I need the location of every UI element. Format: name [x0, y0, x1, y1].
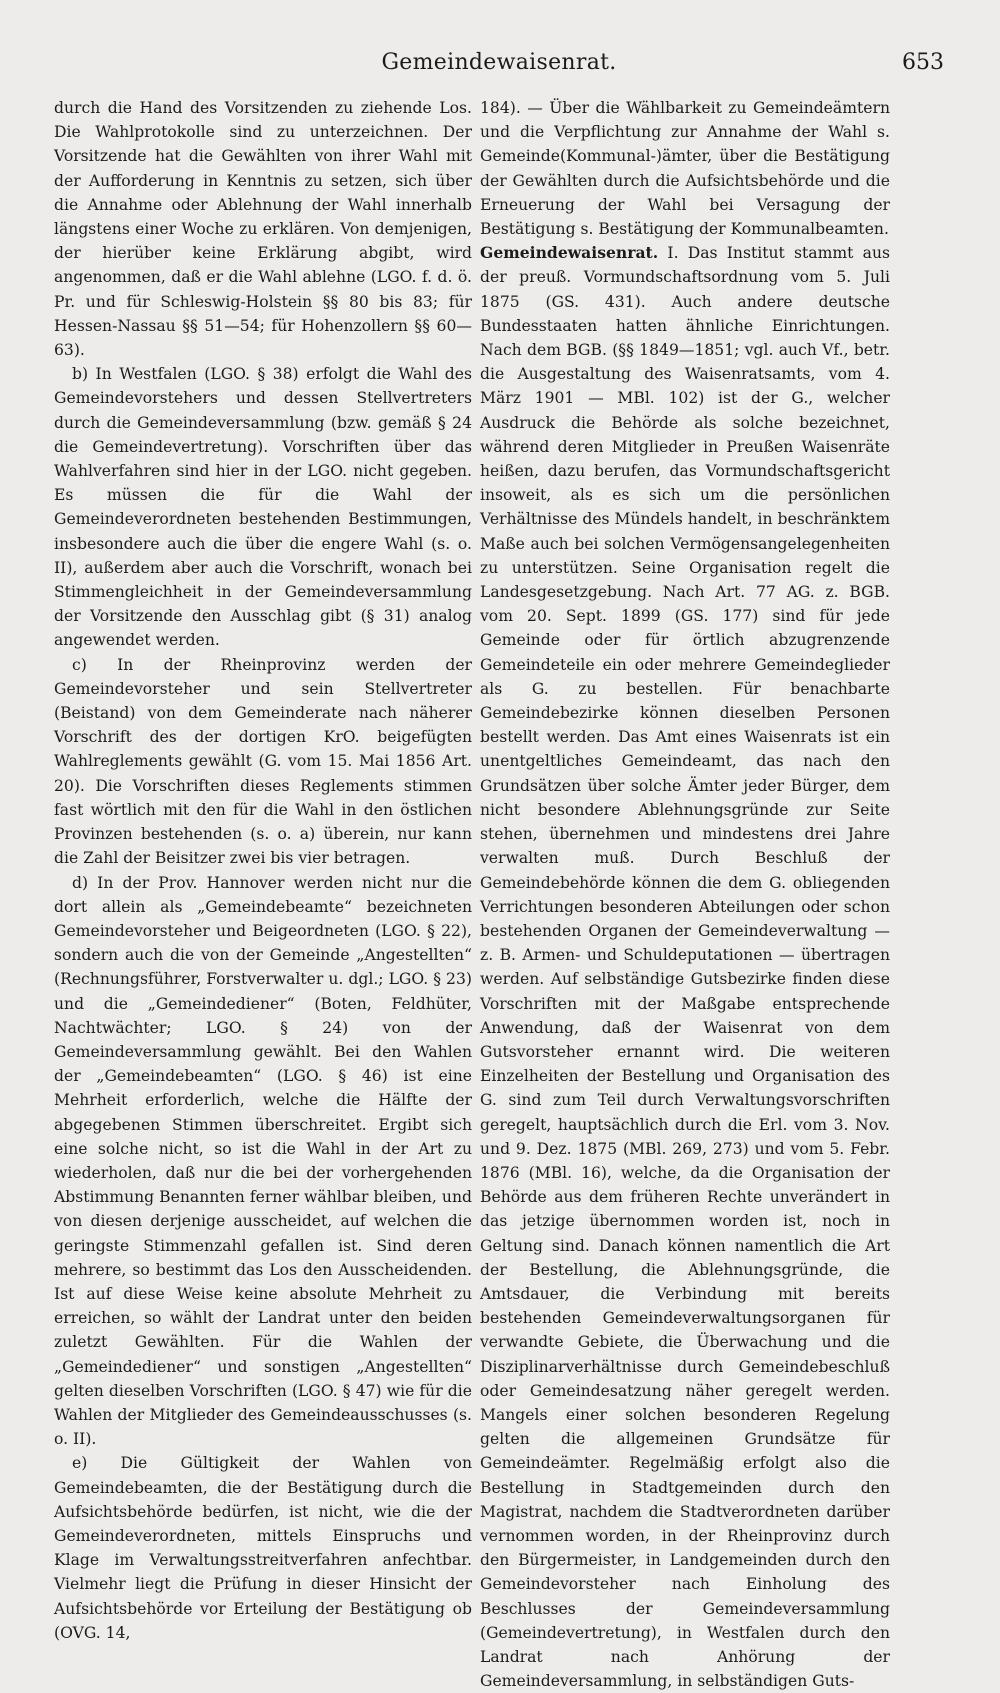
paragraph: c) In der Rheinprovinz werden der Gemeindevorsteher und sein Stellvertreter (Beistand) von dem Gemeinderate nach näherer Vorschrift des der dortigen KrO. beigefügten Wahlreglements gewählt (G. vom 15. Mai 1856 Art. 20). Die Vorschriften dieses Reglements stimmen fast wörtlich mit den für die Wahl in den östlichen Provinzen bestehenden (s. o. a) überein, nur kann die Zahl der Beisitzer zwei bis vier betragen.: [54, 655, 472, 868]
paragraph: 184). — Über die Wählbarkeit zu Gemeindeämtern und die Verpflichtung zur Annahme der Wahl s. Gemeinde(Kommunal-)ämter, über die Bestätigung der Gewählten durch die Aufsichtsbehörde und die Erneuerung der Wahl bei Versagung der Bestätigung s. Bestätigung der Kommunalbeamten.: [480, 99, 890, 239]
entry-paragraph: [480, 241, 890, 1693]
right-column: [480, 96, 890, 1693]
entry-headword: Gemeindewaisenrat.: [480, 243, 659, 263]
paragraph: e) Die Gültigkeit der Wahlen von Gemeindebeamten, die der Bestätigung durch die Aufsichtsbehörde bedürfen, ist nicht, wie die der Gemeindeverordneten, mittels Einspruchs und Klage im Verwaltungsstreitverfahren anfechtbar. Vielmehr liegt die Prüfung in dieser Hinsicht der Aufsichtsbehörde vor Erteilung der Bestätigung ob (OVG. 14,: [54, 1454, 472, 1642]
paragraph: b) In Westfalen (LGO. § 38) erfolgt die Wahl des Gemeindevorstehers und dessen Stellvertreters durch die Gemeindeversammlung (bzw. gemäß § 24 die Gemeindevertretung). Vorschriften über das Wahlverfahren sind hier in der LGO. nicht gegeben. Es müssen die für die Wahl der Gemeindeverordneten bestehenden Bestimmungen, insbesondere auch die über die engere Wahl (s. o. II), außerdem aber auch die Vorschrift, wonach bei Stimmengleichheit in der Gemeindeversammlung der Vorsitzende den Ausschlag gibt (§ 31) analog angewendet werden.: [54, 365, 472, 650]
paragraph: durch die Hand des Vorsitzenden zu ziehende Los. Die Wahlprotokolle sind zu unterzeichnen. Der Vorsitzende hat die Gewählten von ihrer Wahl mit der Aufforderung in Kenntnis zu setzen, sich über die Annahme oder Ablehnung der Wahl innerhalb längstens einer Woche zu erklären. Von demjenigen, der hierüber keine Erklärung abgibt, wird angenommen, daß er die Wahl ablehne (LGO. f. d. ö. Pr. und für Schleswig-Holstein §§ 80 bis 83; für Hessen-Nassau §§ 51—54; für Hohenzollern §§ 60—63).: [54, 99, 472, 360]
page-number: 653: [902, 50, 944, 75]
left-column: [54, 96, 472, 1645]
page-header: [54, 44, 944, 80]
running-head: Gemeindewaisenrat.: [381, 50, 617, 75]
entry-text: I. Das Institut stammt aus der preuß. Vormundschaftsordnung vom 5. Juli 1875 (GS. 431). Auch andere deutsche Bundesstaaten hatten ähnliche Einrichtungen. Nach dem BGB. (§§ 1849—1851; vgl. auch Vf., betr. die Ausgestaltung des Waisenratsamts, vom 4. März 1901 — MBl. 102) ist der G., welcher Ausdruck die Behörde als solche bezeichnet, während deren Mitglieder in Preußen Waisenräte heißen, dazu berufen, das Vormundschaftsgericht insoweit, als es sich um die persönlichen Verhältnisse des Mündels handelt, in beschränktem Maße auch bei solchen Vermögensangelegenheiten zu unterstützen. Seine Organisation regelt die Landesgesetzgebung. Nach Art. 77 AG. z. BGB. vom 20. Sept. 1899 (GS. 177) sind für jede Gemeinde oder für örtlich abzugrenzende Gemeindeteile ein oder mehrere Gemeindeglieder als G. zu bestellen. Für benachbarte Gemeindebezirke können dieselben Personen bestellt werden. Das Amt eines Waisenrats ist ein unentgeltliches Gemeindeamt, das nach den Grundsätzen über solche Ämter jeder Bürger, dem nicht besondere Ablehnungsgründe zur Seite stehen, übernehmen und mindestens drei Jahre verwalten muß. Durch Beschluß der Gemeindebehörde können die dem G. obliegenden Verrichtungen besonderen Abteilungen oder schon bestehenden Organen der Gemeindeverwaltung — z. B. Armen- und Schuldeputationen — übertragen werden. Auf selbständige Gutsbezirke finden diese Vorschriften mit der Maßgabe entsprechende Anwendung, daß der Waisenrat von dem Gutsvorsteher ernannt wird. Die weiteren Einzelheiten der Bestellung und Organisation des G. sind zum Teil durch Verwaltungsvorschriften geregelt, hauptsächlich durch die Erl. vom 3. Nov. und 9. Dez. 1875 (MBl. 269, 273) und vom 5. Febr. 1876 (MBl. 16), welche, da die Organisation der Behörde aus dem früheren Rechte unverändert in das jetzige übernommen worden ist, noch in Geltung sind. Danach können namentlich die Art der Bestellung, die Ablehnungsgründe, die Amtsdauer, die Verbindung mit bereits bestehenden Gemeindeverwaltungsorganen für verwandte Gebiete, die Überwachung und die Disziplinarverhältnisse durch Gemeindebeschluß oder Gemeindesatzung näher geregelt werden. Mangels einer solchen besonderen Regelung gelten die allgemeinen Grundsätze für Gemeindeämter. Regelmäßig erfolgt also die Bestellung in Stadtgemeinden durch den Magistrat, nachdem die Stadtverordneten darüber vernommen worden, in der Rheinprovinz durch den Bürgermeister, in Landgemeinden durch den Gemeindevorsteher nach Einholung des Beschlusses der Gemeindeversammlung (Gemeindevertretung), in Westfalen durch den Landrat nach Anhörung der Gemeindeversammlung, in selbständigen Guts-: [480, 244, 890, 1691]
paragraph: d) In der Prov. Hannover werden nicht nur die dort allein als „Gemeindebeamte“ bezeichneten Gemeindevorsteher und Beigeordneten (LGO. § 22), sondern auch die von der Gemeinde „Angestellten“ (Rechnungsführer, Forstverwalter u. dgl.; LGO. § 23) und die „Gemeindediener“ (Boten, Feldhüter, Nachtwächter; LGO. § 24) von der Gemeindeversammlung gewählt. Bei den Wahlen der „Gemeindebeamten“ (LGO. § 46) ist eine Mehrheit erforderlich, welche die Hälfte der abgegebenen Stimmen überschreitet. Ergibt sich eine solche nicht, so ist die Wahl in der Art zu wiederholen, daß nur die bei der vorhergehenden Abstimmung Benannten ferner wählbar bleiben, und von diesen derjenige ausscheidet, auf welchen die geringste Stimmenzahl gefallen ist. Sind deren mehrere, so bestimmt das Los den Ausscheidenden. Ist auf diese Weise keine absolute Mehrheit zu erreichen, so wählt der Landrat unter den beiden zuletzt Gewählten. Für die Wahlen der „Gemeindediener“ und sonstigen „Angestellten“ gelten dieselben Vorschriften (LGO. § 47) wie für die Wahlen der Mitglieder des Gemeindeausschusses (s. o. II).: [54, 873, 472, 1449]
